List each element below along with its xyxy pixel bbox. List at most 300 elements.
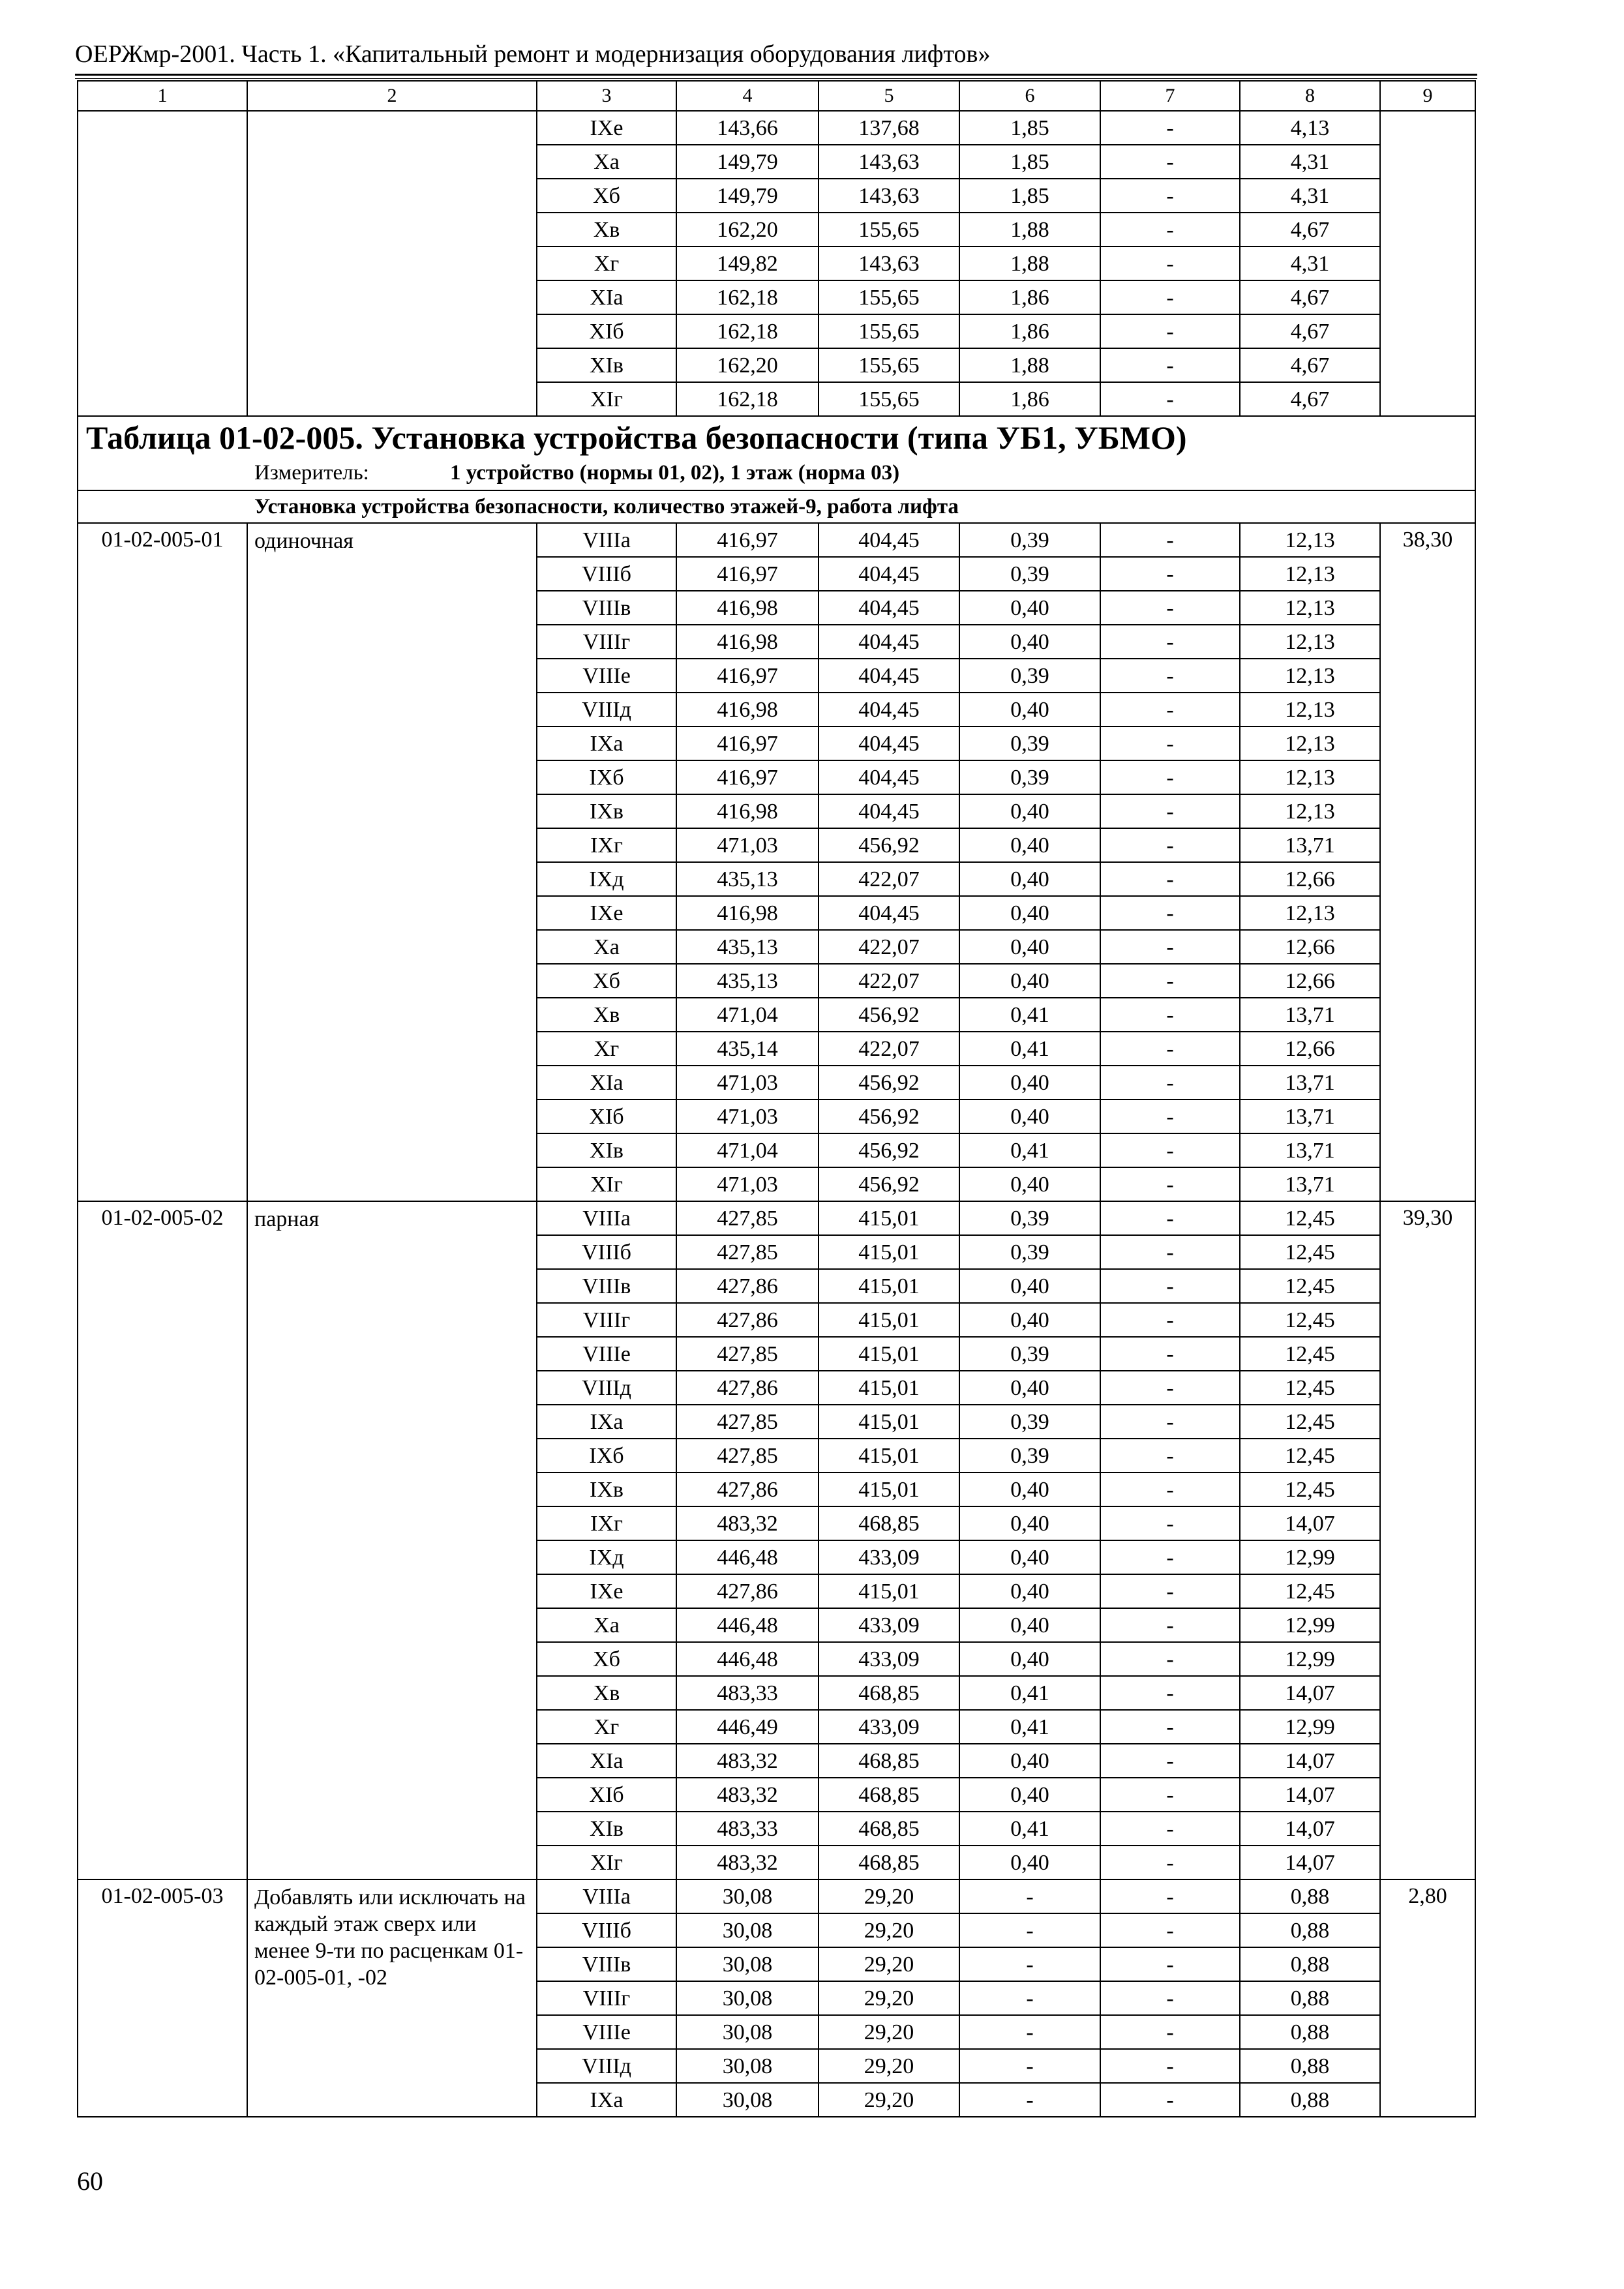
materials-cell: 4,31	[1240, 179, 1380, 213]
machine-cost-cell: 0,40	[959, 930, 1100, 964]
direct-cost-cell: 427,86	[676, 1303, 819, 1337]
total-cell: 2,80	[1380, 1879, 1475, 2117]
direct-cost-cell: 416,97	[676, 726, 819, 760]
direct-cost-cell: 483,32	[676, 1778, 819, 1812]
direct-cost-cell: 30,08	[676, 2015, 819, 2049]
materials-cell: 12,45	[1240, 1269, 1380, 1303]
machine-cost-cell: -	[959, 1947, 1100, 1981]
materials-cell: 12,99	[1240, 1710, 1380, 1744]
class-cell: Xв	[537, 1676, 676, 1710]
wage-cell: 404,45	[819, 557, 959, 591]
wage-cell: 404,45	[819, 693, 959, 726]
materials-cell: 0,88	[1240, 1913, 1380, 1947]
machine-cost-cell: 0,41	[959, 998, 1100, 1032]
class-cell: VIIIд	[537, 1371, 676, 1405]
materials-cell: 4,67	[1240, 348, 1380, 382]
driver-wage-cell: -	[1100, 247, 1240, 280]
direct-cost-cell: 416,97	[676, 557, 819, 591]
column-number: 3	[537, 81, 676, 111]
materials-cell: 12,45	[1240, 1303, 1380, 1337]
driver-wage-cell: -	[1100, 1913, 1240, 1947]
wage-cell: 468,85	[819, 1846, 959, 1879]
class-cell: XIг	[537, 382, 676, 416]
wage-cell: 29,20	[819, 1913, 959, 1947]
driver-wage-cell: -	[1100, 760, 1240, 794]
direct-cost-cell: 483,33	[676, 1676, 819, 1710]
direct-cost-cell: 30,08	[676, 1947, 819, 1981]
machine-cost-cell: 0,40	[959, 794, 1100, 828]
driver-wage-cell: -	[1100, 1439, 1240, 1473]
name-cell	[247, 111, 537, 416]
materials-cell: 12,13	[1240, 693, 1380, 726]
machine-cost-cell: -	[959, 2049, 1100, 2083]
wage-cell: 422,07	[819, 964, 959, 998]
driver-wage-cell: -	[1100, 1201, 1240, 1235]
machine-cost-cell: 0,41	[959, 1812, 1100, 1846]
materials-cell: 12,13	[1240, 726, 1380, 760]
direct-cost-cell: 30,08	[676, 2083, 819, 2117]
class-cell: VIIIе	[537, 2015, 676, 2049]
class-cell: Xг	[537, 1032, 676, 1066]
materials-cell: 12,13	[1240, 896, 1380, 930]
direct-cost-cell: 427,85	[676, 1235, 819, 1269]
driver-wage-cell: -	[1100, 2049, 1240, 2083]
driver-wage-cell: -	[1100, 1574, 1240, 1608]
wage-cell: 456,92	[819, 1100, 959, 1133]
materials-cell: 12,13	[1240, 557, 1380, 591]
direct-cost-cell: 30,08	[676, 1981, 819, 2015]
code-cell: 01-02-005-01	[78, 523, 247, 1201]
driver-wage-cell: -	[1100, 1473, 1240, 1506]
materials-cell: 13,71	[1240, 1133, 1380, 1167]
machine-cost-cell: 0,39	[959, 659, 1100, 693]
class-cell: XIв	[537, 1133, 676, 1167]
direct-cost-cell: 427,86	[676, 1574, 819, 1608]
table-subtitle-row	[78, 490, 1475, 523]
class-cell: IXб	[537, 1439, 676, 1473]
materials-cell: 4,13	[1240, 111, 1380, 145]
table-row	[78, 111, 1475, 145]
materials-cell: 12,45	[1240, 1439, 1380, 1473]
code-cell: 01-02-005-02	[78, 1201, 247, 1879]
column-number: 2	[247, 81, 537, 111]
class-cell: IXв	[537, 794, 676, 828]
wage-cell: 468,85	[819, 1812, 959, 1846]
direct-cost-cell: 162,18	[676, 382, 819, 416]
wage-cell: 468,85	[819, 1778, 959, 1812]
materials-cell: 12,66	[1240, 1032, 1380, 1066]
wage-cell: 456,92	[819, 828, 959, 862]
class-cell: VIIIд	[537, 2049, 676, 2083]
meter-value: 1 устройство (нормы 01, 02), 1 этаж (норма 03)	[450, 461, 900, 485]
driver-wage-cell: -	[1100, 794, 1240, 828]
direct-cost-cell: 416,97	[676, 760, 819, 794]
total-cell: 39,30	[1380, 1201, 1475, 1879]
materials-cell: 0,88	[1240, 2015, 1380, 2049]
class-cell: IXб	[537, 760, 676, 794]
class-cell: VIIIг	[537, 625, 676, 659]
class-cell: VIIIг	[537, 1981, 676, 2015]
class-cell: XIв	[537, 1812, 676, 1846]
direct-cost-cell: 446,48	[676, 1608, 819, 1642]
wage-cell: 143,63	[819, 179, 959, 213]
machine-cost-cell: 1,86	[959, 382, 1100, 416]
direct-cost-cell: 427,85	[676, 1201, 819, 1235]
driver-wage-cell: -	[1100, 659, 1240, 693]
class-cell: XIа	[537, 1744, 676, 1778]
class-cell: IXа	[537, 1405, 676, 1439]
materials-cell: 12,99	[1240, 1608, 1380, 1642]
class-cell: Xв	[537, 213, 676, 247]
machine-cost-cell: 0,39	[959, 1337, 1100, 1371]
direct-cost-cell: 471,03	[676, 828, 819, 862]
driver-wage-cell: -	[1100, 1269, 1240, 1303]
materials-cell: 4,67	[1240, 382, 1380, 416]
materials-cell: 13,71	[1240, 998, 1380, 1032]
materials-cell: 13,71	[1240, 1167, 1380, 1201]
machine-cost-cell: 0,40	[959, 1642, 1100, 1676]
wage-cell: 404,45	[819, 726, 959, 760]
driver-wage-cell: -	[1100, 382, 1240, 416]
wage-cell: 433,09	[819, 1540, 959, 1574]
class-cell: Xа	[537, 1608, 676, 1642]
machine-cost-cell: 0,40	[959, 1574, 1100, 1608]
direct-cost-cell: 30,08	[676, 1879, 819, 1913]
driver-wage-cell: -	[1100, 179, 1240, 213]
driver-wage-cell: -	[1100, 1710, 1240, 1744]
direct-cost-cell: 416,98	[676, 896, 819, 930]
direct-cost-cell: 427,85	[676, 1337, 819, 1371]
direct-cost-cell: 162,18	[676, 280, 819, 314]
driver-wage-cell: -	[1100, 1371, 1240, 1405]
driver-wage-cell: -	[1100, 862, 1240, 896]
direct-cost-cell: 471,04	[676, 1133, 819, 1167]
materials-cell: 12,13	[1240, 523, 1380, 557]
machine-cost-cell: 0,40	[959, 1066, 1100, 1100]
materials-cell: 0,88	[1240, 2049, 1380, 2083]
direct-cost-cell: 427,85	[676, 1405, 819, 1439]
machine-cost-cell: -	[959, 1981, 1100, 2015]
direct-cost-cell: 471,03	[676, 1100, 819, 1133]
driver-wage-cell: -	[1100, 1608, 1240, 1642]
machine-cost-cell: 0,40	[959, 1540, 1100, 1574]
direct-cost-cell: 435,14	[676, 1032, 819, 1066]
table-title: Таблица 01-02-005. Установка устройства безопасности (типа УБ1, УБМО)	[86, 419, 1187, 456]
class-cell: VIIIб	[537, 557, 676, 591]
code-cell	[78, 111, 247, 416]
driver-wage-cell: -	[1100, 625, 1240, 659]
class-cell: XIб	[537, 314, 676, 348]
driver-wage-cell: -	[1100, 1167, 1240, 1201]
class-cell: XIг	[537, 1167, 676, 1201]
direct-cost-cell: 471,04	[676, 998, 819, 1032]
driver-wage-cell: -	[1100, 1506, 1240, 1540]
wage-cell: 415,01	[819, 1574, 959, 1608]
class-cell: IXд	[537, 1540, 676, 1574]
materials-cell: 14,07	[1240, 1506, 1380, 1540]
driver-wage-cell: -	[1100, 1778, 1240, 1812]
direct-cost-cell: 446,48	[676, 1540, 819, 1574]
class-cell: IXа	[537, 726, 676, 760]
driver-wage-cell: -	[1100, 2015, 1240, 2049]
class-cell: VIIIб	[537, 1235, 676, 1269]
driver-wage-cell: -	[1100, 726, 1240, 760]
class-cell: VIIIб	[537, 1913, 676, 1947]
materials-cell: 12,99	[1240, 1540, 1380, 1574]
class-cell: Xб	[537, 964, 676, 998]
direct-cost-cell: 162,20	[676, 213, 819, 247]
header-rule	[75, 74, 1477, 76]
direct-cost-cell: 427,86	[676, 1269, 819, 1303]
direct-cost-cell: 483,32	[676, 1744, 819, 1778]
machine-cost-cell: 0,40	[959, 1744, 1100, 1778]
class-cell: XIг	[537, 1846, 676, 1879]
driver-wage-cell: -	[1100, 1846, 1240, 1879]
driver-wage-cell: -	[1100, 1066, 1240, 1100]
driver-wage-cell: -	[1100, 1540, 1240, 1574]
class-cell: IXд	[537, 862, 676, 896]
driver-wage-cell: -	[1100, 1235, 1240, 1269]
wage-cell: 29,20	[819, 2083, 959, 2117]
machine-cost-cell: 0,40	[959, 1269, 1100, 1303]
direct-cost-cell: 416,98	[676, 625, 819, 659]
materials-cell: 12,66	[1240, 930, 1380, 964]
machine-cost-cell: 1,88	[959, 247, 1100, 280]
materials-cell: 13,71	[1240, 1066, 1380, 1100]
class-cell: VIIIа	[537, 1201, 676, 1235]
machine-cost-cell: 0,41	[959, 1032, 1100, 1066]
driver-wage-cell: -	[1100, 1405, 1240, 1439]
column-number: 5	[819, 81, 959, 111]
driver-wage-cell: -	[1100, 145, 1240, 179]
driver-wage-cell: -	[1100, 1981, 1240, 2015]
materials-cell: 4,67	[1240, 280, 1380, 314]
wage-cell: 143,63	[819, 247, 959, 280]
wage-cell: 468,85	[819, 1676, 959, 1710]
wage-cell: 456,92	[819, 1167, 959, 1201]
machine-cost-cell: 0,39	[959, 726, 1100, 760]
class-cell: Xб	[537, 1642, 676, 1676]
materials-cell: 0,88	[1240, 1879, 1380, 1913]
machine-cost-cell: -	[959, 2083, 1100, 2117]
materials-cell: 0,88	[1240, 2083, 1380, 2117]
machine-cost-cell: 1,85	[959, 145, 1100, 179]
materials-cell: 12,13	[1240, 659, 1380, 693]
wage-cell: 422,07	[819, 930, 959, 964]
wage-cell: 456,92	[819, 1066, 959, 1100]
wage-cell: 143,63	[819, 145, 959, 179]
driver-wage-cell: -	[1100, 111, 1240, 145]
materials-cell: 12,45	[1240, 1337, 1380, 1371]
meter-line	[86, 458, 1475, 490]
machine-cost-cell: 1,86	[959, 280, 1100, 314]
wage-cell: 404,45	[819, 591, 959, 625]
class-cell: Xа	[537, 930, 676, 964]
total-cell: 38,30	[1380, 523, 1475, 1201]
driver-wage-cell: -	[1100, 314, 1240, 348]
materials-cell: 4,67	[1240, 213, 1380, 247]
machine-cost-cell: 0,40	[959, 862, 1100, 896]
materials-cell: 4,31	[1240, 247, 1380, 280]
materials-cell: 12,66	[1240, 862, 1380, 896]
direct-cost-cell: 446,49	[676, 1710, 819, 1744]
driver-wage-cell: -	[1100, 1133, 1240, 1167]
materials-cell: 14,07	[1240, 1846, 1380, 1879]
driver-wage-cell: -	[1100, 523, 1240, 557]
column-number: 7	[1100, 81, 1240, 111]
driver-wage-cell: -	[1100, 557, 1240, 591]
direct-cost-cell: 483,32	[676, 1506, 819, 1540]
class-cell: VIIIв	[537, 1269, 676, 1303]
class-cell: VIIIа	[537, 1879, 676, 1913]
machine-cost-cell: 0,40	[959, 1846, 1100, 1879]
materials-cell: 4,67	[1240, 314, 1380, 348]
materials-cell: 13,71	[1240, 1100, 1380, 1133]
driver-wage-cell: -	[1100, 1947, 1240, 1981]
machine-cost-cell: 1,88	[959, 213, 1100, 247]
direct-cost-cell: 427,86	[676, 1371, 819, 1405]
wage-cell: 415,01	[819, 1337, 959, 1371]
direct-cost-cell: 427,86	[676, 1473, 819, 1506]
class-cell: IXа	[537, 2083, 676, 2117]
materials-cell: 14,07	[1240, 1778, 1380, 1812]
class-cell: Xб	[537, 179, 676, 213]
materials-cell: 14,07	[1240, 1676, 1380, 1710]
class-cell: VIIIв	[537, 591, 676, 625]
machine-cost-cell: 0,41	[959, 1676, 1100, 1710]
wage-cell: 29,20	[819, 1947, 959, 1981]
class-cell: VIIIе	[537, 1337, 676, 1371]
direct-cost-cell: 149,79	[676, 145, 819, 179]
wage-cell: 404,45	[819, 794, 959, 828]
driver-wage-cell: -	[1100, 1879, 1240, 1913]
machine-cost-cell: 0,40	[959, 1371, 1100, 1405]
direct-cost-cell: 143,66	[676, 111, 819, 145]
materials-cell: 13,71	[1240, 828, 1380, 862]
machine-cost-cell: 0,40	[959, 591, 1100, 625]
class-cell: IXг	[537, 828, 676, 862]
wage-cell: 155,65	[819, 382, 959, 416]
rates-table	[77, 80, 1476, 2117]
class-cell: Xг	[537, 1710, 676, 1744]
direct-cost-cell: 30,08	[676, 1913, 819, 1947]
table-subtitle: Установка устройства безопасности, количество этажей-9, работа лифта	[78, 490, 1475, 523]
materials-cell: 12,13	[1240, 760, 1380, 794]
materials-cell: 12,13	[1240, 591, 1380, 625]
materials-cell: 12,13	[1240, 625, 1380, 659]
class-cell: VIIIа	[537, 523, 676, 557]
wage-cell: 433,09	[819, 1642, 959, 1676]
header-rule-thin	[75, 78, 1477, 79]
machine-cost-cell: -	[959, 1879, 1100, 1913]
machine-cost-cell: 0,40	[959, 828, 1100, 862]
wage-cell: 468,85	[819, 1744, 959, 1778]
driver-wage-cell: -	[1100, 1812, 1240, 1846]
direct-cost-cell: 483,33	[676, 1812, 819, 1846]
name-cell: Добавлять или исключать на каждый этаж сверх или менее 9-ти по расценкам 01-02-005-01, -02	[247, 1879, 537, 2117]
machine-cost-cell: -	[959, 1913, 1100, 1947]
column-number: 4	[676, 81, 819, 111]
machine-cost-cell: 1,85	[959, 111, 1100, 145]
table-header	[78, 416, 1475, 490]
direct-cost-cell: 483,32	[676, 1846, 819, 1879]
class-cell: VIIIв	[537, 1947, 676, 1981]
wage-cell: 433,09	[819, 1608, 959, 1642]
class-cell: Xа	[537, 145, 676, 179]
wage-cell: 415,01	[819, 1473, 959, 1506]
materials-cell: 12,66	[1240, 964, 1380, 998]
class-cell: IXе	[537, 111, 676, 145]
materials-cell: 14,07	[1240, 1744, 1380, 1778]
column-number: 6	[959, 81, 1100, 111]
driver-wage-cell: -	[1100, 1100, 1240, 1133]
machine-cost-cell: 0,40	[959, 1167, 1100, 1201]
materials-cell: 12,99	[1240, 1642, 1380, 1676]
wage-cell: 155,65	[819, 314, 959, 348]
direct-cost-cell: 471,03	[676, 1066, 819, 1100]
driver-wage-cell: -	[1100, 998, 1240, 1032]
class-cell: VIIIе	[537, 659, 676, 693]
meter-label: Измеритель:	[254, 461, 369, 485]
wage-cell: 415,01	[819, 1371, 959, 1405]
wage-cell: 404,45	[819, 896, 959, 930]
driver-wage-cell: -	[1100, 828, 1240, 862]
machine-cost-cell: 0,40	[959, 896, 1100, 930]
table-row	[78, 523, 1475, 557]
machine-cost-cell: 0,40	[959, 1778, 1100, 1812]
materials-cell: 12,45	[1240, 1405, 1380, 1439]
materials-cell: 12,45	[1240, 1574, 1380, 1608]
materials-cell: 12,45	[1240, 1371, 1380, 1405]
driver-wage-cell: -	[1100, 1032, 1240, 1066]
direct-cost-cell: 416,97	[676, 659, 819, 693]
wage-cell: 29,20	[819, 1981, 959, 2015]
materials-cell: 0,88	[1240, 1981, 1380, 2015]
machine-cost-cell: 0,39	[959, 557, 1100, 591]
name-cell: одиночная	[247, 523, 537, 1201]
column-number: 1	[78, 81, 247, 111]
machine-cost-cell: 1,85	[959, 179, 1100, 213]
wage-cell: 433,09	[819, 1710, 959, 1744]
class-cell: IXв	[537, 1473, 676, 1506]
class-cell: XIа	[537, 1066, 676, 1100]
wage-cell: 155,65	[819, 280, 959, 314]
driver-wage-cell: -	[1100, 1676, 1240, 1710]
table-row	[78, 1879, 1475, 1913]
direct-cost-cell: 446,48	[676, 1642, 819, 1676]
machine-cost-cell: 1,88	[959, 348, 1100, 382]
materials-cell: 4,31	[1240, 145, 1380, 179]
wage-cell: 29,20	[819, 2049, 959, 2083]
direct-cost-cell: 149,82	[676, 247, 819, 280]
table-row	[78, 1201, 1475, 1235]
wage-cell: 155,65	[819, 213, 959, 247]
driver-wage-cell: -	[1100, 213, 1240, 247]
wage-cell: 422,07	[819, 862, 959, 896]
machine-cost-cell: 0,41	[959, 1710, 1100, 1744]
machine-cost-cell: 0,39	[959, 760, 1100, 794]
driver-wage-cell: -	[1100, 280, 1240, 314]
machine-cost-cell: -	[959, 2015, 1100, 2049]
column-number: 9	[1380, 81, 1475, 111]
direct-cost-cell: 30,08	[676, 2049, 819, 2083]
class-cell: XIб	[537, 1100, 676, 1133]
running-header: ОЕРЖмр-2001. Часть 1. «Капитальный ремонт и модернизация оборудования лифтов»	[75, 40, 991, 68]
wage-cell: 404,45	[819, 760, 959, 794]
class-cell: Xг	[537, 247, 676, 280]
machine-cost-cell: 0,40	[959, 1100, 1100, 1133]
machine-cost-cell: 1,86	[959, 314, 1100, 348]
